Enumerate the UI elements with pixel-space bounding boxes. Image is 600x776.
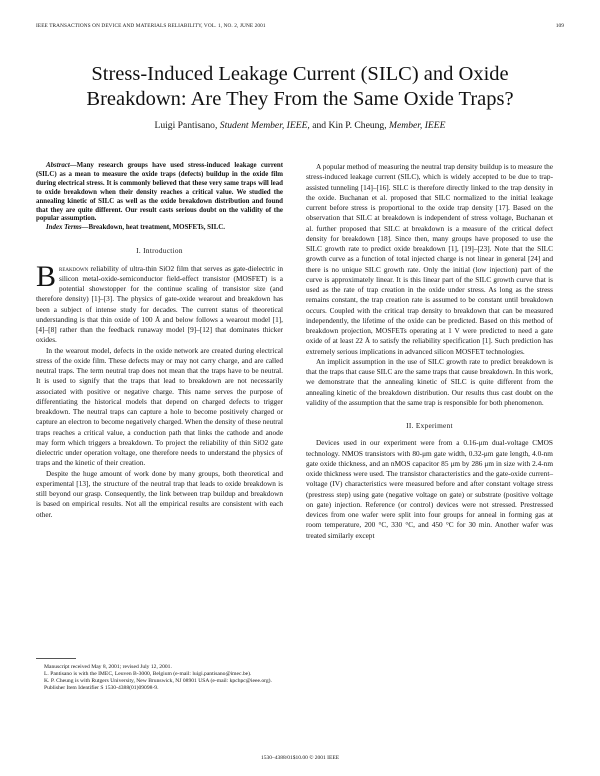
footnotes [36,664,283,692]
right-paragraph-2: An implicit assumption in the use of SILC growth rate to predict breakdown is that the traps that cause SILC are the same traps that cause breakdown. In this work, we demonstrate that the annealing kinetic of SILC is quite different from the annealing kinetic of the breakdown distribution. Our results thus cast doubt on the validity of the assumption that the same trap is responsible for both phenomenon. [306,356,553,407]
copyright-line: 1530–4388/01$10.00 © 2001 IEEE [260,755,340,761]
journal-name: IEEE TRANSACTIONS ON DEVICE AND MATERIALS RELIABILITY, VOL. 1, NO. 2, JUNE 2001 [36,23,266,29]
author-conjunction: and [312,120,327,131]
author-1: Luigi Pantisano, [154,120,218,131]
title-line-1: Stress-Induced Leakage Current (SILC) and Oxide [91,63,509,85]
footnote-publisher-id: Publisher Item Identifier S 1530-4388(01)09098-9. [44,685,159,692]
footnote-author-2: K. P. Cheung is with Rutgers University, New Brunswick, NJ 08901 USA (e-mail: kpchpc@ieee.org). [44,678,272,685]
index-terms [36,224,283,233]
paper-title [20,62,580,112]
right-paragraph-1: A popular method of measuring the neutral trap density buildup is to measure the stress-induced leakage current (SILC), which is widely accepted to be due to trap-assisted tunneling [14]–[16]. SILC is therefore directly linked to the trap density in the oxide. Buchanan et al. proposed that SILC normalized to the initial leakage current before stress is proportional to the oxide trap density [17]. Based on the observation that SILC at breakdown is independent of stress voltage, Buchanan et al. further proposed that SILC at breakdown is a measure of the critical defect density for breakdown [18]. Since then, many groups have proposed to use the SILC growth rate to predict oxide breakdown [1], [19]–[23]. Note that the SILC growth curve as a function of total injected charge is not linear in general [24] and there is no unique SILC growth rate. Only the initial (low injection) part of the curve is approximately linear. It is this linear part of the SILC growth curve that is used as the rate of trap creation in the oxide under stress. As long as the stress remains constant, the trap creation rate is assumed to be constant until breakdown occurs. Coupled with the critical trap density to breakdown that can be measured independently, the lifetime of the oxide can be predicted. Based on this method of breakdown projection, MOSFETs operating at 1 V were predicted to need a gate oxide of at least 22 Å to satisfy the reliability specification [1]. Such prediction has extremely serious implications in advanced silicon MOSFET technologies. [306,162,553,356]
section-heading-experiment: II. Experiment [406,421,453,430]
intro-paragraph-1-text: reliability of ultra-thin SiO2 film that serves as gate-dielectric in silicon metal-oxide-semiconductor field-effect transistor (MOSFET) is a potential showstopper for the continue scaling of transistor size (and therefore density) [1]–[3]. The physics of gate-oxide wearout and breakdown has been a subject of intense study for decades. The current status of theoretical understanding is that thin oxide of 100 Å and below follows a wearout model [1], [4]–[8] rather than the feedback runaway model [9]–[12] that dominates thicker oxides. [36,263,283,345]
page-number: 109 [555,23,564,29]
title-line-2: Breakdown: Are They From the Same Oxide Traps? [86,88,514,110]
footnote-received: Manuscript received May 8, 2001; revised July 12, 2001. [44,664,172,670]
lead-word: reakdown [59,263,89,273]
footnote-author-1: L. Pantisano is with the IMEC, Leuven B-3000, Belgium (e-mail: luigi.pantisano@imec.be). [44,671,252,678]
right-column [306,162,553,541]
author-1-role: Student Member, IEEE, [219,120,310,131]
index-terms-text: Breakdown, heat treatment, MOSFETs, SILC. [88,224,225,232]
intro-paragraph-1 [36,259,283,346]
drop-cap: B [36,259,57,293]
abstract [36,162,283,224]
index-terms-label: Index Terms— [46,224,89,232]
footnote-rule [36,658,76,659]
author-line [20,120,580,131]
section-heading-introduction: I. Introduction [136,246,183,256]
abstract-text: Many research groups have used stress-induced leakage current (SILC) as a mean to measure the oxide traps (defects) buildup in the oxide film during electrical stress. It is commonly believed that these very same traps will lead to oxide breakdown when their density reaches a critical value. We studied the annealing kinetic of SILC as well as the oxide breakdown distribution and found that they are quite different. Our result casts serious doubt on the validity of the popular assumption. [36,162,283,223]
left-column [36,162,283,520]
author-2: Kin P. Cheung, [328,120,387,131]
abstract-label: Abstract— [46,162,77,169]
intro-paragraph-2: In the wearout model, defects in the oxide network are created during electrical stress of the oxide film. These defects may or may not carry charge, and are called neutral traps. The term neutral trap does not mean that the traps have to be neutral. It is used to signify that the traps that lead to breakdown are not necessarily associated with positive or negative charge. This name serves the purpose of differentiating the historical models that depend on charged defects to trigger breakdown. The neutral traps can capture a hole to become positively charged or capture an electron to become negatively charged. When the density of these neutral traps reaches a critical value, a conduction path that links the cathode and anode may form which triggers a breakdown. To project the reliability of thin SiO2 gate dielectric under operation voltage, one therefore needs to understand the physics of traps and the kinetic of their creation. [36,345,283,468]
author-2-role: Member, IEEE [389,120,446,131]
intro-paragraph-3: Despite the huge amount of work done by many groups, both theoretical and experimental [13], the structure of the neutral trap that leads to oxide breakdown is still beyond our grasp. Consequently, the link between trap buildup and breakdown is based on empirical results. Not all the empirical results are consistent with each other. [36,468,283,519]
experiment-paragraph-1: Devices used in our experiment were from a 0.16-μm dual-voltage CMOS technology. NMOS transistors with 80-μm gate width, 0.32-μm gate length, 4.0-nm gate oxide thickness, and an nMOS capacitor 85 μm by 286 μm in size with 2.4-nm oxide thickness were used. The transistor characteristics and the gate-oxide current–voltage (IV) characteristics were measured before and after constant voltage stress (prestress step) using gate (negative voltage on gate) or substrate (positive voltage on gate) injection. Reference (or control) devices were not stressed. Prestressed devices from one wafer were split into four groups for anneal in forming gas at room temperature, 200 °C, 330 °C, and 450 °C for 30 min. Another wafer was treated similarly except [306,438,553,540]
running-header [36,23,564,35]
